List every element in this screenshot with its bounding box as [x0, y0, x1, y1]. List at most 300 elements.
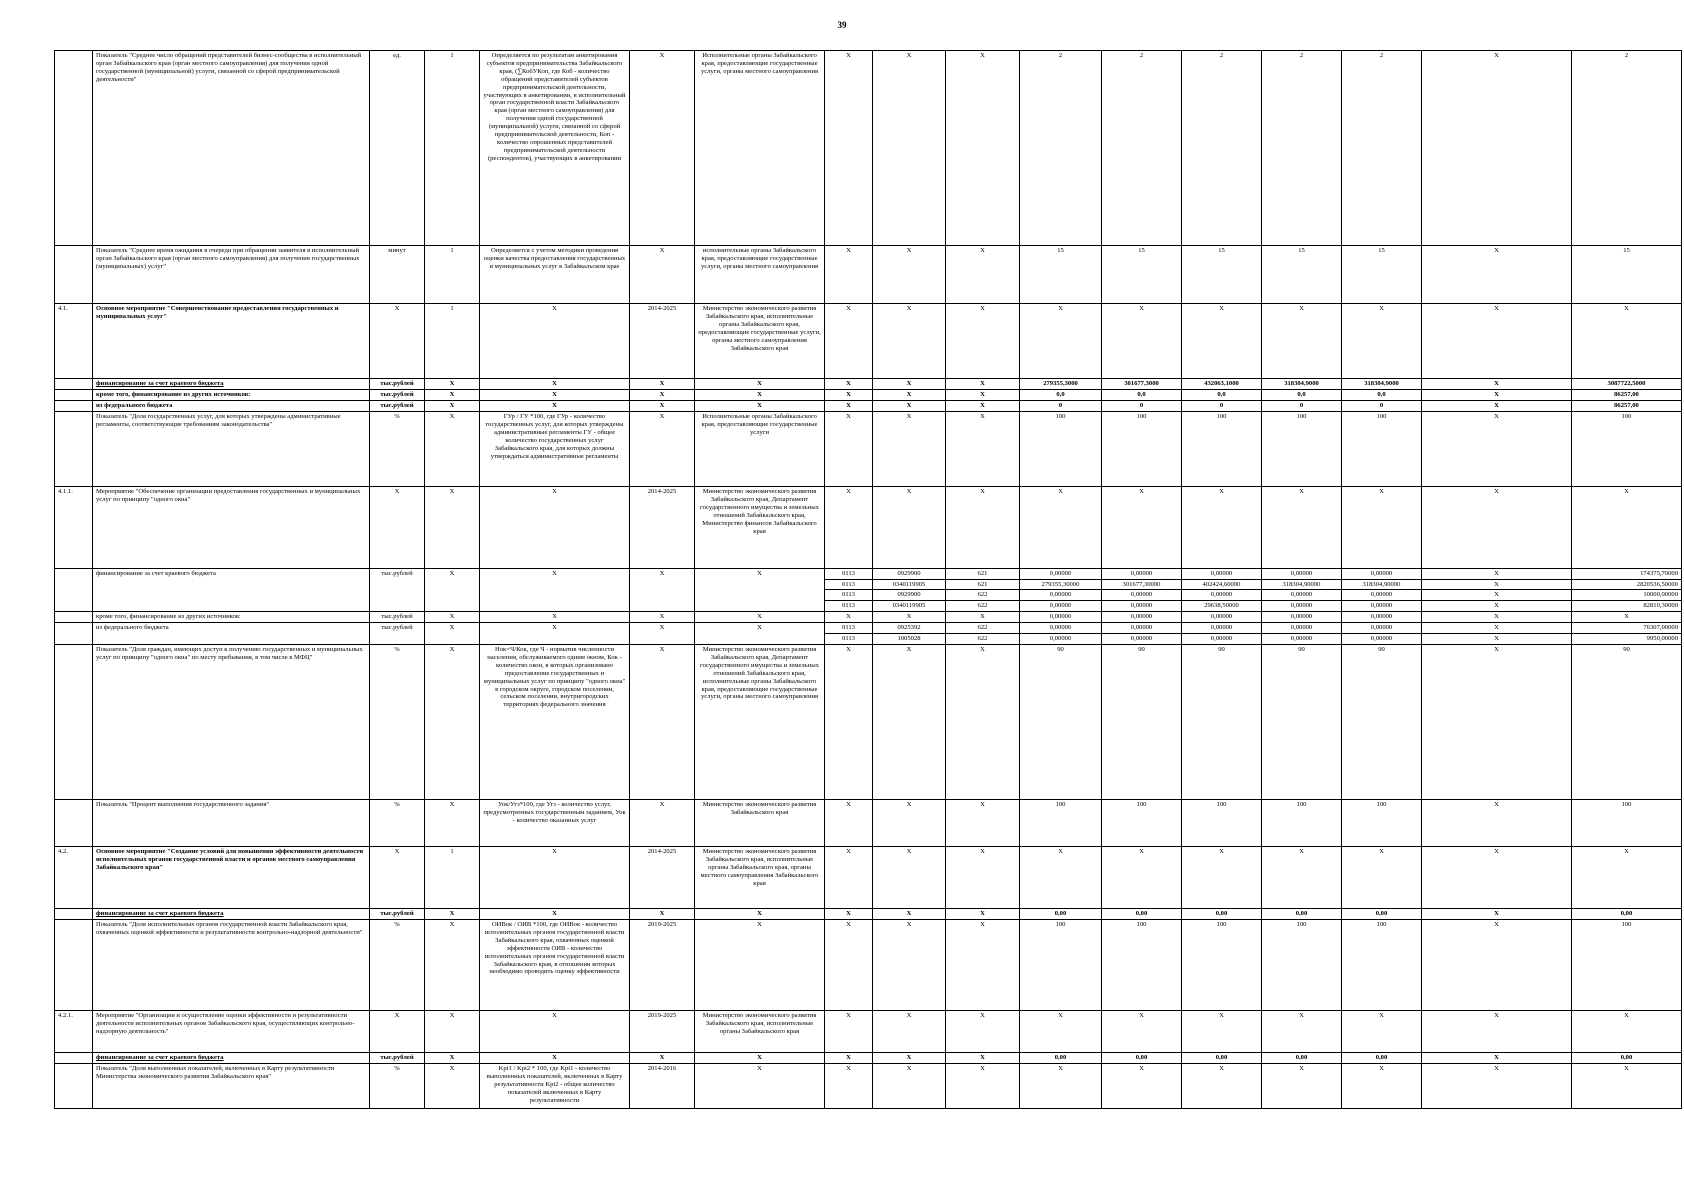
cell-line: 622 [946, 600, 1019, 611]
cell-y2025: 100 [1342, 920, 1422, 1011]
cell-y2024: X [1262, 1064, 1342, 1109]
cell-y2025: X [1342, 1064, 1422, 1109]
cell-line: 0,00000 [1290, 570, 1313, 577]
cell-line: X [1422, 589, 1571, 600]
cell-name: Показатель "Процент выполнения государственного задания" [93, 800, 370, 847]
cell-y2021 [1020, 569, 1102, 612]
cell-kbk-grbs: X [825, 847, 873, 909]
cell-method: ГУр / ГУ *100, где ГУр - количество государственных услуг, для которых утверждены административные регламенты ГУ - общее количество государственных услуг Забайкальского края, для которых должны утверждаться административные регламенты [480, 412, 630, 487]
cell-y2024: 0,0 [1262, 390, 1342, 401]
cell-line: 0,00000 [1130, 570, 1153, 577]
cell-name: кроме того, финансирование из других источников: [93, 612, 370, 623]
cell-period: X [630, 246, 695, 304]
cell-y2024: 0 [1262, 401, 1342, 412]
cell-y2021: 0,0 [1020, 390, 1102, 401]
cell-line: 622 [946, 589, 1019, 600]
cell-kbk-csr: X [873, 1064, 946, 1109]
cell-method: Уок/Угз*100, где Угз - количество услуг, предусмотренных государственным заданием, Уок - количество оказанных услуг [480, 800, 630, 847]
cell-y2022: 0,00000 [1102, 612, 1182, 623]
table-row [55, 51, 1682, 246]
cell-name: Показатель "Доля исполнительных органов государственной власти Забайкальского края, охваченных оценкой эффективности и результативности контрольно-надзорной деятельности" [93, 920, 370, 1011]
cell-y2023 [1182, 569, 1262, 612]
cell-period: X [630, 645, 695, 800]
cell-line: 0,00000 [1210, 624, 1233, 631]
table-row [55, 1053, 1682, 1064]
cell-period: X [630, 612, 695, 623]
cell-blank: X [1422, 390, 1572, 401]
cell-y2023: X [1182, 487, 1262, 569]
cell-kbk-vr: X [946, 379, 1020, 390]
table-row [55, 246, 1682, 304]
cell-kbk-vr: X [946, 920, 1020, 1011]
cell-line: 0,00000 [1210, 570, 1233, 577]
cell-period: X [630, 379, 695, 390]
cell-y2023: 100 [1182, 412, 1262, 487]
cell-total: 2 [1572, 51, 1682, 246]
cell-kbk-csr: X [873, 304, 946, 379]
cell-period: 2019-2025 [630, 1011, 695, 1053]
cell-y2024: 100 [1262, 412, 1342, 487]
cell-line: 0925392 [897, 624, 921, 631]
cell-weight: X [425, 800, 480, 847]
cell-kbk-grbs: X [825, 909, 873, 920]
cell-y2022 [1102, 569, 1182, 612]
cell-y2023: 0,00000 [1182, 612, 1262, 623]
cell-executor: Министерство экономического развития Забайкальского края, исполнительные органы Забайкальского края [695, 1011, 825, 1053]
cell-weight: 1 [425, 246, 480, 304]
cell-y2023: X [1182, 1011, 1262, 1053]
cell-num [55, 920, 93, 1011]
cell-line: 0340119905 [873, 600, 945, 611]
cell-unit: тыс.рублей [370, 390, 425, 401]
cell-executor: X [695, 401, 825, 412]
cell-line: 10000,00000 [1572, 589, 1681, 600]
cell-total: X [1572, 847, 1682, 909]
cell-unit: тыс.рублей [370, 612, 425, 623]
cell-y2023: 100 [1182, 800, 1262, 847]
cell-kbk-vr: X [946, 51, 1020, 246]
cell-line: 0113 [842, 624, 855, 631]
cell-y2022: 0,0 [1102, 390, 1182, 401]
cell-num [55, 800, 93, 847]
cell-kbk-csr: X [873, 401, 946, 412]
cell-line: 29638,50000 [1182, 600, 1261, 611]
cell-weight: 1 [425, 304, 480, 379]
cell-line: 0,00000 [1370, 624, 1393, 631]
cell-y2023: X [1182, 1064, 1262, 1109]
cell-line: 0,00000 [1102, 633, 1181, 644]
cell-num [55, 51, 93, 246]
table-row [55, 612, 1682, 623]
cell-line: 0,00000 [1102, 600, 1181, 611]
cell-y2023: 0 [1182, 401, 1262, 412]
cell-y2022: 0,00 [1102, 1053, 1182, 1064]
cell-name: финансирование за счет краевого бюджета [93, 1053, 370, 1064]
cell-y2021 [1020, 623, 1102, 645]
cell-line: 0,00000 [1262, 633, 1341, 644]
cell-line: X [1422, 600, 1571, 611]
cell-y2022: 0 [1102, 401, 1182, 412]
cell-name: Показатель "Доля государственных услуг, для которых утверждены административные регламенты, соответствующие требованиям законодательства" [93, 412, 370, 487]
table-row [55, 623, 1682, 645]
cell-line: 9950,00000 [1572, 633, 1681, 644]
table-row [55, 800, 1682, 847]
cell-method: X [480, 1011, 630, 1053]
cell-y2023: 100 [1182, 920, 1262, 1011]
cell-line: 0929900 [897, 570, 921, 577]
cell-y2025 [1342, 569, 1422, 612]
cell-executor: Министерство экономического развития Забайкальского края, исполнительные органы Забайкальского края, предоставляющие государственные услуги, органы местного самоуправления Забайкальского края [695, 304, 825, 379]
cell-y2023: 0,00 [1182, 909, 1262, 920]
cell-kbk-grbs: X [825, 246, 873, 304]
cell-executor: X [695, 569, 825, 612]
cell-kbk-vr: X [946, 304, 1020, 379]
cell-unit: тыс.рублей [370, 379, 425, 390]
cell-y2022: X [1102, 847, 1182, 909]
table-row [55, 1011, 1682, 1053]
cell-line: 0,00000 [1262, 589, 1341, 600]
cell-executor: Министерство экономического развития Забайкальского края, Департамент государственного имущества и земельных отношений Забайкальского края, исполнительные органы Забайкальского края, предоставляющие государственные услуги, органы местного самоуправления [695, 645, 825, 800]
cell-blank: X [1422, 920, 1572, 1011]
table-row [55, 390, 1682, 401]
cell-y2024 [1262, 569, 1342, 612]
cell-y2025: 0 [1342, 401, 1422, 412]
cell-line: 621 [977, 570, 988, 577]
cell-kbk-csr: X [873, 412, 946, 487]
cell-method: X [480, 569, 630, 612]
cell-period: X [630, 800, 695, 847]
cell-line: 318304,90000 [1342, 579, 1421, 590]
cell-weight: X [425, 569, 480, 612]
cell-y2025: 100 [1342, 800, 1422, 847]
cell-weight: X [425, 487, 480, 569]
cell-line: 0,00000 [1020, 633, 1101, 644]
cell-total: 3087722,5000 [1572, 379, 1682, 390]
cell-executor: X [695, 612, 825, 623]
cell-kbk-grbs: X [825, 612, 873, 623]
cell-unit: % [370, 1064, 425, 1109]
cell-y2024: 15 [1262, 246, 1342, 304]
cell-line: 0,00000 [1262, 600, 1341, 611]
cell-num [55, 246, 93, 304]
cell-unit: X [370, 1011, 425, 1053]
cell-kbk-vr [946, 623, 1020, 645]
cell-y2022 [1102, 623, 1182, 645]
cell-period: 2019-2025 [630, 920, 695, 1011]
cell-weight: X [425, 909, 480, 920]
cell-kbk-csr: X [873, 51, 946, 246]
cell-method: X [480, 623, 630, 645]
cell-period: X [630, 623, 695, 645]
cell-total: 100 [1572, 412, 1682, 487]
cell-y2021: 15 [1020, 246, 1102, 304]
cell-num [55, 623, 93, 645]
cell-y2022: 100 [1102, 920, 1182, 1011]
cell-kbk-vr: X [946, 390, 1020, 401]
cell-y2025: 15 [1342, 246, 1422, 304]
cell-name: из федерального бюджета [93, 623, 370, 645]
cell-line: 0113 [825, 633, 872, 644]
cell-method: X [480, 847, 630, 909]
cell-y2021: 90 [1020, 645, 1102, 800]
cell-line: 0,00000 [1342, 589, 1421, 600]
table-row [55, 920, 1682, 1011]
cell-executor: X [695, 909, 825, 920]
cell-executor: исполнительные органы Забайкальского края, предоставляющие государственные услуги, органы местного самоуправления [695, 246, 825, 304]
cell-unit: тыс.рублей [370, 623, 425, 645]
cell-num: 4.1. [55, 304, 93, 379]
cell-kbk-vr: X [946, 909, 1020, 920]
cell-line: X [1422, 579, 1571, 590]
cell-line: 0113 [842, 570, 855, 577]
cell-period: X [630, 51, 695, 246]
cell-kbk-grbs: X [825, 645, 873, 800]
cell-weight: X [425, 401, 480, 412]
cell-y2022: 0,00 [1102, 909, 1182, 920]
cell-blank: X [1422, 612, 1572, 623]
cell-weight: X [425, 412, 480, 487]
cell-y2025: 100 [1342, 412, 1422, 487]
cell-line: 0,00000 [1370, 570, 1393, 577]
cell-num [55, 379, 93, 390]
cell-name: Показатель "Среднее число обращений представителей бизнес-сообщества в исполнительный орган Забайкальского края (орган местного самоуправления) для получения одной государственной (муниципальной) услуги, связанной со сферой предпринимательской деятельности" [93, 51, 370, 246]
table-row [55, 487, 1682, 569]
cell-y2023: X [1182, 847, 1262, 909]
cell-y2023 [1182, 623, 1262, 645]
cell-kbk-vr: X [946, 246, 1020, 304]
cell-kbk-vr: X [946, 645, 1020, 800]
cell-kbk-csr: X [873, 645, 946, 800]
cell-line: 1005028 [873, 633, 945, 644]
table-row [55, 412, 1682, 487]
cell-unit: % [370, 645, 425, 800]
cell-blank: X [1422, 401, 1572, 412]
cell-y2024: 0,00000 [1262, 612, 1342, 623]
cell-y2023: 15 [1182, 246, 1262, 304]
cell-y2021: X [1020, 1011, 1102, 1053]
cell-line: 76307,00000 [1643, 624, 1678, 631]
cell-blank: X [1422, 800, 1572, 847]
cell-num [55, 909, 93, 920]
cell-method: X [480, 304, 630, 379]
cell-kbk-csr: X [873, 390, 946, 401]
cell-y2025: X [1342, 304, 1422, 379]
cell-period: X [630, 401, 695, 412]
cell-method: Нок=Ч/Кок, где Ч - норматив численности населения, обслуживаемого одним окном, Кок - количество окон, в которых организовано предоставление государственных и муниципальных услуг по принципу "одного окна" в городском округе, городском поселении, сельском поселении, внутригородских территориях федерального значения [480, 645, 630, 800]
cell-kbk-grbs: X [825, 379, 873, 390]
cell-weight: X [425, 379, 480, 390]
cell-y2022: 100 [1102, 412, 1182, 487]
cell-total: 0,00 [1572, 909, 1682, 920]
cell-unit: минут [370, 246, 425, 304]
cell-kbk-vr: X [946, 847, 1020, 909]
cell-blank: X [1422, 304, 1572, 379]
cell-unit: тыс.рублей [370, 401, 425, 412]
cell-num [55, 1064, 93, 1109]
cell-kbk-vr: X [946, 1053, 1020, 1064]
table-row [55, 401, 1682, 412]
cell-num [55, 612, 93, 623]
cell-y2024: 0,00 [1262, 909, 1342, 920]
cell-line: X [1494, 570, 1499, 577]
cell-num [55, 569, 93, 612]
table-row [55, 847, 1682, 909]
cell-y2025: 2 [1342, 51, 1422, 246]
cell-num: 4.2.1. [55, 1011, 93, 1053]
cell-line: 174375,70000 [1640, 570, 1678, 577]
cell-kbk-grbs: X [825, 920, 873, 1011]
cell-blank [1422, 623, 1572, 645]
cell-y2022: 2 [1102, 51, 1182, 246]
cell-line: 0,00000 [1182, 633, 1261, 644]
cell-y2022: 301677,3000 [1102, 379, 1182, 390]
cell-y2024: X [1262, 847, 1342, 909]
table-body [55, 51, 1682, 1109]
cell-line: 621 [946, 579, 1019, 590]
cell-line: 0340119905 [873, 579, 945, 590]
cell-name: финансирование за счет краевого бюджета [93, 909, 370, 920]
cell-line: 301677,30000 [1102, 579, 1181, 590]
cell-unit: X [370, 487, 425, 569]
cell-kbk-csr: X [873, 487, 946, 569]
cell-y2024: 318304,9000 [1262, 379, 1342, 390]
cell-executor: X [695, 1053, 825, 1064]
cell-blank: X [1422, 909, 1572, 920]
cell-y2024: 100 [1262, 800, 1342, 847]
cell-total: X [1572, 612, 1682, 623]
cell-kbk-csr: X [873, 1011, 946, 1053]
cell-executor: X [695, 390, 825, 401]
cell-weight: X [425, 920, 480, 1011]
cell-y2023: 0,0 [1182, 390, 1262, 401]
program-table [54, 50, 1682, 1109]
cell-line: 0,00000 [1342, 600, 1421, 611]
cell-method: X [480, 1053, 630, 1064]
cell-line: 0113 [825, 579, 872, 590]
cell-blank: X [1422, 51, 1572, 246]
cell-kbk-csr [873, 623, 946, 645]
cell-name: финансирование за счет краевого бюджета [93, 569, 370, 612]
cell-name: Показатель "Доля выполненных показателей, включенных в Карту результативности Министерства экономического развития Забайкальского края" [93, 1064, 370, 1109]
cell-blank: X [1422, 412, 1572, 487]
cell-line: X [1494, 624, 1499, 631]
cell-method: Определяется по результатам анкетирования субъектов предпринимательства Забайкальского края, (∑КобУКоп, где Коб - количество обращений представителей субъектов предпринимательской деятельности, участвующих в анкетировании, в исполнительный орган государственной власти Забайкальского края (орган местного самоуправления) для получения одной государственной (муниципальной) услуги, связанной со сферой предпринимательской деятельности, Коп - количество опрошенных представителей предпринимательской деятельности (респондентов), участвующих в анкетировании [480, 51, 630, 246]
cell-y2025: 90 [1342, 645, 1422, 800]
cell-executor: X [695, 379, 825, 390]
cell-y2024 [1262, 623, 1342, 645]
cell-method: X [480, 379, 630, 390]
cell-name: Мероприятие "Организация и осуществление оценки эффективности и результативности деятельности исполнительных органов Забайкальского края, осуществляющих контрольно-надзорную деятельность" [93, 1011, 370, 1053]
cell-blank: X [1422, 246, 1572, 304]
cell-total: 0,00 [1572, 1053, 1682, 1064]
cell-period: 2014-2025 [630, 487, 695, 569]
cell-y2024: X [1262, 304, 1342, 379]
cell-y2021: 100 [1020, 920, 1102, 1011]
cell-total [1572, 569, 1682, 612]
cell-line: 0,00000 [1020, 589, 1101, 600]
cell-total: X [1572, 304, 1682, 379]
cell-y2025: X [1342, 1011, 1422, 1053]
cell-y2021: 279355,3000 [1020, 379, 1102, 390]
cell-y2021: 0,00 [1020, 909, 1102, 920]
cell-period: X [630, 569, 695, 612]
cell-y2024: 2 [1262, 51, 1342, 246]
cell-y2021: X [1020, 304, 1102, 379]
cell-total [1572, 623, 1682, 645]
cell-executor: X [695, 1064, 825, 1109]
cell-kbk-csr: X [873, 847, 946, 909]
cell-y2022: 15 [1102, 246, 1182, 304]
cell-kbk-vr: X [946, 401, 1020, 412]
cell-weight: 1 [425, 51, 480, 246]
cell-executor: X [695, 920, 825, 1011]
cell-line: 0,00000 [1049, 624, 1072, 631]
cell-executor: Министерство экономического развития Забайкальского края, исполнительные органы Забайкальского края, органы местного самоуправления Забайкальского края [695, 847, 825, 909]
cell-method: Kpi1 / Kpi2 * 100, где Kpi1 - количество выполненных показателей, включенных в Карту результативности Kpi2 - общее количество показателей включенных в Карту результативности [480, 1064, 630, 1109]
cell-total: X [1572, 487, 1682, 569]
cell-line: 0113 [825, 589, 872, 600]
cell-period: X [630, 1053, 695, 1064]
cell-kbk-vr: X [946, 412, 1020, 487]
cell-kbk-csr: X [873, 1053, 946, 1064]
cell-weight: X [425, 612, 480, 623]
cell-line: 279355,30000 [1020, 579, 1101, 590]
cell-kbk-grbs: X [825, 401, 873, 412]
cell-line: 0,00000 [1049, 570, 1072, 577]
cell-blank [1422, 569, 1572, 612]
cell-kbk-csr: X [873, 920, 946, 1011]
cell-blank: X [1422, 847, 1572, 909]
cell-y2025: X [1342, 847, 1422, 909]
cell-method: Определяется с учетом методики проведения оценки качества предоставления государственных и муниципальных услуг в Забайкальском крае [480, 246, 630, 304]
cell-kbk-grbs: X [825, 1053, 873, 1064]
cell-kbk-vr: X [946, 800, 1020, 847]
cell-line: 2820536,50000 [1572, 579, 1681, 590]
cell-name: кроме того, финансирование из других источников: [93, 390, 370, 401]
cell-y2025: 318304,9000 [1342, 379, 1422, 390]
cell-num [55, 645, 93, 800]
cell-period: 2014-2025 [630, 304, 695, 379]
cell-total: 90 [1572, 645, 1682, 800]
cell-y2024: 100 [1262, 920, 1342, 1011]
cell-weight: 1 [425, 847, 480, 909]
cell-y2021: 2 [1020, 51, 1102, 246]
cell-blank: X [1422, 379, 1572, 390]
cell-blank: X [1422, 1053, 1572, 1064]
cell-total: 100 [1572, 920, 1682, 1011]
cell-kbk-grbs: X [825, 390, 873, 401]
cell-total: 86257,00 [1572, 390, 1682, 401]
cell-period: 2014-2025 [630, 847, 695, 909]
cell-name: Показатель "Доля граждан, имеющих доступ к получению государственных и муниципальных услуг по принципу "одного окна" по месту пребывания, в том числе в МФЦ" [93, 645, 370, 800]
cell-unit: тыс.рублей [370, 909, 425, 920]
cell-y2021: 0 [1020, 401, 1102, 412]
cell-y2021: 0,00 [1020, 1053, 1102, 1064]
cell-total: X [1572, 1011, 1682, 1053]
cell-line: 622 [946, 633, 1019, 644]
cell-y2025 [1342, 623, 1422, 645]
cell-kbk-grbs: X [825, 304, 873, 379]
cell-y2025: 0,00 [1342, 909, 1422, 920]
table-row [55, 569, 1682, 612]
table-row [55, 304, 1682, 379]
cell-total: 15 [1572, 246, 1682, 304]
cell-y2024: 90 [1262, 645, 1342, 800]
cell-y2023: 2 [1182, 51, 1262, 246]
cell-name: Основное мероприятие "Создание условий для повышения эффективности деятельности исполнительных органов государственной власти и органов местного самоуправления Забайкальского края" [93, 847, 370, 909]
cell-blank: X [1422, 645, 1572, 800]
table-row [55, 379, 1682, 390]
